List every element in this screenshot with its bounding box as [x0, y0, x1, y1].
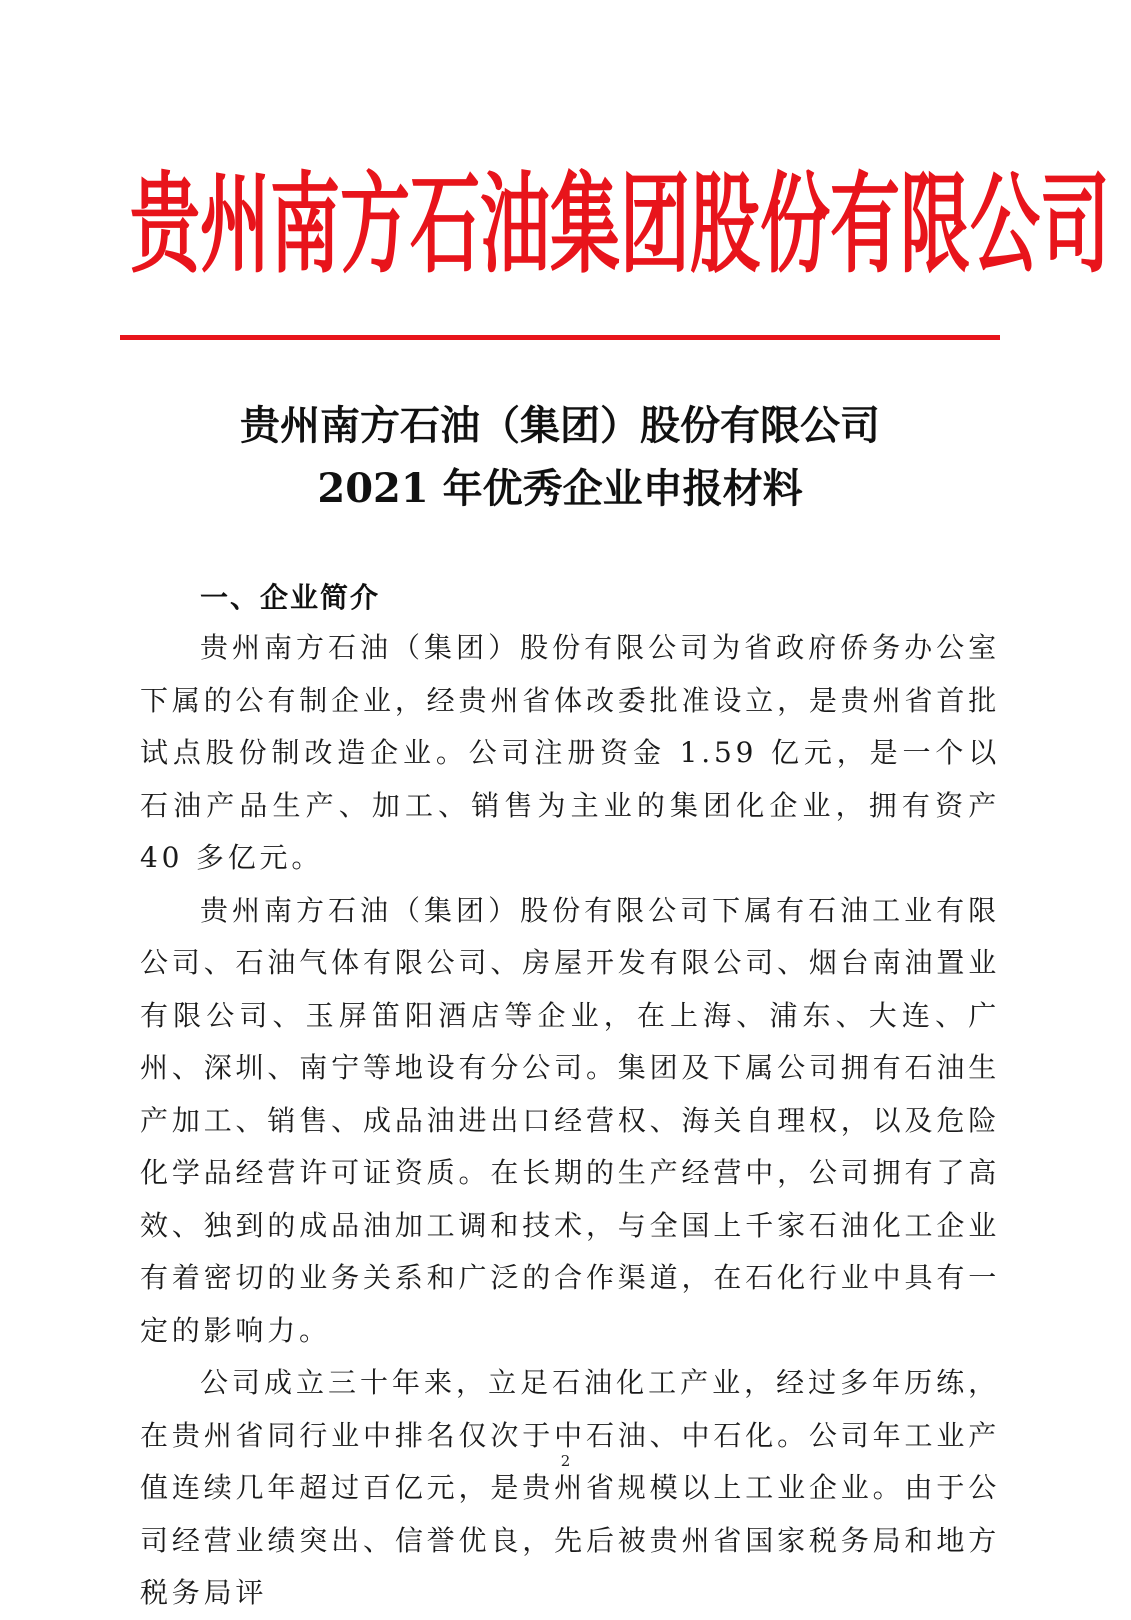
paragraph-2: 贵州南方石油（集团）股份有限公司下属有石油工业有限公司、石油气体有限公司、房屋开发有限公司、烟台南油置业有限公司、玉屏笛阳酒店等企业，在上海、浦东、大连、广州、深圳、南宁等地设有分公司。集团及下属公司拥有石油生产加工、销售、成品油进出口经营权、海关自理权，以及危险化学品经营许可证资质。在长期的生产经营中，公司拥有了高效、独到的成品油加工调和技术，与全国上千家石油化工企业有着密切的业务关系和广泛的合作渠道，在石化行业中具有一定的影响力。	[140, 893, 1000, 1347]
paragraph-3: 公司成立三十年来，立足石油化工产业，经过多年历练，在贵州省同行业中排名仅次于中石油、中石化。公司年工业产值连续几年超过百亿元，是贵州省规模以上工业企业。由于公司经营业绩突出、信誉优良，先后被贵州省国家税务局和地方税务局评	[140, 1366, 1000, 1609]
paragraph-1: 贵州南方石油（集团）股份有限公司为省政府侨务办公室下属的公有制企业，经贵州省体改委批准设立，是贵州省首批试点股份制改造企业。公司注册资金 1.59 亿元，是一个以石油产品生产、加工、销售为主业的集团化企业，拥有资产 40 多亿元。	[140, 631, 1000, 874]
document-title-line-2: 2021 年优秀企业申报材料	[317, 465, 803, 512]
letterhead-company-name	[130, 150, 1110, 300]
letterhead-divider	[120, 335, 1000, 340]
section-heading: 一、企业简介	[200, 581, 381, 614]
document-title-line-1: 贵州南方石油（集团）股份有限公司	[240, 402, 880, 449]
page-number: 2	[560, 1452, 571, 1470]
letterhead-text: 贵州南方石油集团股份有限公司	[130, 161, 1110, 289]
